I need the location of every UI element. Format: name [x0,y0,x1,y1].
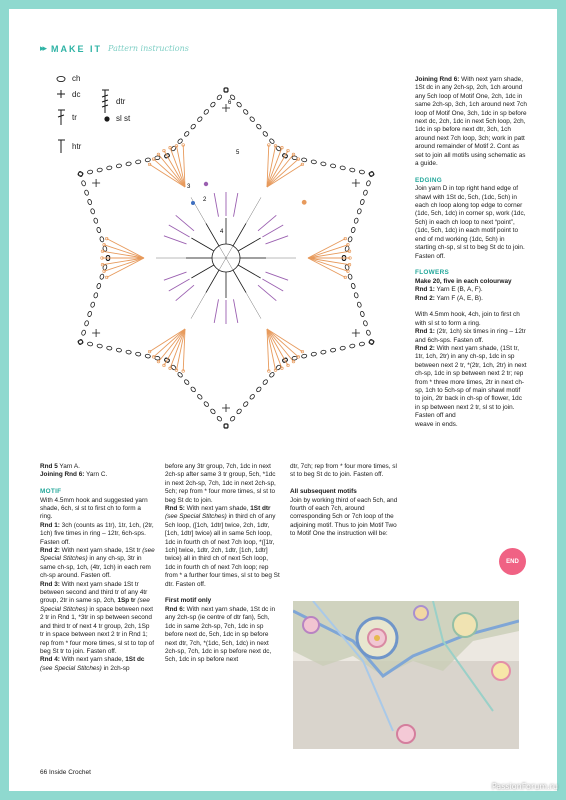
chain-stitch [269,138,275,144]
legend-htr: htr [55,138,81,154]
first-motif-heading: First motif only [165,597,212,605]
chain-stitch [320,162,326,167]
page-number: 66 [40,769,48,776]
chain-stitch [148,350,151,353]
chain-stitch [126,350,132,355]
legend-dtr: dtr [99,88,125,114]
slip-stitch-marker [302,200,307,205]
chain-stitch [262,379,268,385]
chain-stitch [190,386,196,392]
chain-stitch [145,354,151,359]
chain-stitch [116,348,122,353]
tr-stitch [214,193,218,217]
dtr-stitch [267,148,282,187]
flowers-heading: FLOWERS [415,269,450,277]
slip-stitch-marker [191,201,195,205]
spike-stitch [226,258,261,319]
text-column-3: dtr, 7ch; rep from * four more times, sl st to beg St dc to join. Fasten off. All subsequent motifs Join by working third of each 5ch, and fourth of each 7ch, around corresponding 5ch or 7ch loop of the adjoining motif. Thus to join Motif Two to Motif One the instruction will be: [290,463,402,539]
chain-stitch [363,320,368,326]
chain-stitch [243,109,249,115]
dtr-stitch [150,329,185,352]
chain-stitch [135,352,141,357]
chain-stitch [177,372,183,378]
dtr-stitch [267,329,294,362]
tr-stitch [258,285,276,301]
chain-stitch [99,236,104,242]
chain-stitch [152,158,155,161]
dtr-stitch [164,151,185,187]
chain-stitch [97,344,103,349]
chain-stitch [97,168,103,173]
shawl-photo [293,601,519,749]
round-label-4: 4 [220,229,224,235]
chain-stitch [87,342,93,347]
chain-stitch [116,164,122,169]
chain-stitch [297,356,300,359]
chain-stitch [292,153,295,156]
slip-stitch-marker [204,182,208,186]
chain-stitch [351,283,356,289]
chain-stitch [177,138,183,144]
chain-stitch [135,160,141,165]
chain-stitch [126,162,132,167]
dtr-stitch [159,154,186,187]
tr-stitch [214,299,218,323]
text-column-1: Rnd 5 Yarn A. Joining Rnd 6: Yarn C. MOTIF With 4.5mm hook and suggested yarn shade, 6ch, sl st to first ch to form a ring. Rnd 1: 3ch (counts as 1tr), 1tr, 1ch, (2tr, 1ch) five times in ring – 12tr, 6ch-sps. Fasten off. Rnd 2: With next yarn shade, 1St tr (see Special Stitches) in any ch-sp, 3tr in same ch-sp, 1ch, (4tr, 1ch) in each rem ch-sp around. Fasten off. Rnd 3: With next yarn shade 1St tr between second and third tr of any 4tr group, 2tr in same sp, 2ch, 1Sp tr (see Special Stitches) in space between next 2 tr in Rnd 1, *3tr in sp between second and third tr of next 4 tr group, 2ch, 1Sp tr in space between next 2 tr in Rnd 1; rep from * four more times, sl st to top of beg St tr to join. Fasten off. Rnd 4: With next yarn shade, 1St dc (see Special Stitches) in 2ch-sp [40,463,155,672]
chain-stitch [256,123,262,129]
chain-stitch [340,346,346,351]
section-title: MAKE IT [51,43,103,54]
chain-stitch [349,168,355,173]
chain-stitch [93,218,98,224]
chain-stitch [366,180,371,186]
spike-stitch [191,197,226,258]
chain-stitch [96,283,101,289]
chain-stitch [363,190,368,196]
chain-stitch [311,352,317,357]
chain-stitch [145,158,151,163]
chain-stitch [157,360,160,363]
section-subtitle: Pattern instructions [108,44,189,53]
chain-stitch [348,274,353,280]
dtr-stitch [159,329,186,362]
chain-stitch [301,158,307,163]
tr-stitch [169,225,190,237]
chain-stitch [340,166,346,171]
chain-stitch [90,208,95,214]
chain-stitch [223,87,229,93]
chain-stitch [203,109,209,115]
spike-stitch [191,258,226,319]
chain-stitch [287,364,290,367]
chain-stitch [262,131,268,137]
tr-stitch [262,225,283,237]
tr-stitch [266,272,289,280]
chain-stitch [354,218,359,224]
chain-stitch [87,311,92,317]
end-badge: END [499,548,526,575]
round-label-6: 6 [228,100,232,106]
legend-ch: ch [55,74,80,83]
dc-stitch [352,179,360,187]
chain-stitch [348,236,353,242]
dtr-stitch [267,329,302,352]
tr-stitch [262,279,283,291]
round-label-3: 3 [187,184,191,190]
round-label-2: 2 [203,197,207,203]
chain-stitch [81,330,86,336]
dc-stitch [352,329,360,337]
magazine-name: Inside Crochet [49,769,91,776]
dtr-stitch [150,164,185,187]
dtr-stitch [267,164,302,187]
chain-stitch [359,342,365,347]
tr-stitch [191,265,214,278]
tr-stitch [238,238,261,251]
inner-rounds-layer [156,182,307,324]
chain-stitch [157,153,160,156]
dc-stitch [92,329,100,337]
chain-stitch [301,354,307,359]
chain-stitch [210,408,216,414]
chain-stitch [345,264,350,270]
chain-stitch [301,163,304,166]
chain-stitch [87,199,92,205]
chain-stitch [90,302,95,308]
chain-stitch [357,208,362,214]
tr-stitch [234,299,238,323]
chain-stitch [163,149,166,152]
chain-stitch [184,131,190,137]
chain-stitch [311,160,317,165]
tr-stitch [258,215,276,231]
tr-stitch [164,236,187,244]
chain-stitch [223,423,229,429]
chain-stitch [330,348,336,353]
chain-stitch [256,386,262,392]
chain-stitch [87,170,93,175]
spike-stitch [226,197,261,258]
chain-stitch [320,350,326,355]
chain-stitch [106,346,112,351]
chain-stitch [243,401,249,407]
chain-stitch [216,416,222,422]
chain-stitch [190,123,196,129]
dtr-stitch [267,151,288,187]
tr-stitch [169,279,190,291]
text-column-2: before any 3tr group, 7ch, 1dc in next 2ch-sp after same 3 tr group, 5ch, *1dc in next 2ch-sp, 7ch, 1dc in next 2ch-sp, 5ch; rep from * four more times, sl st to beg St dc to join. Rnd 5: With next yarn shade, 1St dtr (see Special Stitches) in third ch of any 5ch loop, ([1ch, 1dtr] twice, 2ch, 1dtr, [1ch, 1dtr] twice) all in same 5ch loop, 1dc in fourth ch of next 7ch loop, *([1tr, 1ch] twice, 1dtr, 2ch, 1dtr, [1ch, 1dtr] twice) all in third ch of next 5ch loop, 1dc in fourth ch of next 7ch loop; rep from * a further four times, sl st to beg St dtr. Fasten off. First motif only Rnd 6: With next yarn shade, 1St dc in any 2ch-sp (ie centre of dtr fan), 5ch, 1dc in same 2ch-sp, 7ch, 1dc in sp before next dc, 5ch, 1dc in sp before next dtr, 7ch, *(1dc, 5ch, 1dc) in next 2ch-sp, 7ch, 1dc in sp before next dc, 5ch, 1dc in sp before next [165,463,280,664]
chain-stitch [102,264,107,270]
chain-stitch [84,320,89,326]
chain-stitch [249,394,255,400]
chain-stitch [184,379,190,385]
legend-tr: tr [55,108,77,126]
chain-stitch [230,416,236,422]
chain-stitch [152,356,155,359]
dtr-stitch [164,329,185,365]
legend-dc: dc [55,89,80,99]
chain-stitch [106,166,112,171]
chain-stitch [269,372,275,378]
chain-stitch [99,274,104,280]
chain-stitch [84,190,89,196]
chain-stitch [197,116,203,122]
chain-stitch [197,394,203,400]
tr-stitch [191,238,214,251]
tr-stitch [238,265,261,278]
watermark: PassionForum.ru [491,782,558,791]
tr-stitch [176,285,194,301]
crochet-motif-chart [40,70,412,448]
tr-stitch [176,215,194,231]
chain-stitch [236,408,242,414]
legend-slst: sl st [103,114,130,123]
dtr-stitch [267,329,282,368]
chain-stitch [297,158,300,161]
page-footer [40,769,91,776]
chain-stitch [345,246,350,252]
chain-stitch [216,94,222,100]
chain-stitch [249,116,255,122]
text-column-4: Joining Rnd 6: With next yarn shade, 1St dc in any 2ch-sp, 2ch, 1ch around any 5ch loop of Motif One, 2ch, 1dc in same 2ch-sp, 3ch, 1ch around next 7ch loop of Motif One, 3ch, 1dc in sp before next dc, 2ch, 1dc in next 5ch loop, 2ch, 1dc in sp before next dtr, 3ch, 1ch around next 7ch loop, 3ch; work in patt around remainder of Motif 2. Cont as set to join all motifs using schematic as a guide. EDGING Join yarn D in top right hand edge of shawl with 1St dc, 5ch, (1dc, 5ch) in each ch loop along top edge to corner (1dc, 5ch, 1dc) in corner sp, work (1dc, 5ch) in each ch loop to next “point”, (1dc, 5ch, 1dc) in each motif point to end of rnd working (1dc, 5ch) in starting ch-sp, sl st to beg St dc to join. Fasten off. FLOWERS Make 20, five in each colourway Rnd 1: Yarn E (B, A, F). Rnd 2: Yarn F (A, E, B). With 4.5mm hook, 4ch, join to first ch with sl st to form a ring. Rnd 1: (2tr, 1ch) six times in ring – 12tr and 6ch-sps. Fasten off. Rnd 2: With next yarn shade, (1St tr, 1tr, 1ch, 2tr) in any ch-sp, 1dc in sp between next 2 tr, *(2tr, 1ch, 2tr) in next ch-sp, 1dc in sp between next 2 tr; rep from * three more times, 2tr in next ch-sp, 1ch to 5ch-sp of main shawl motif to join, 2tr back in ch-sp of flower, 1dc in sp between next 2 tr, sl st to join. Fasten off and weave in ends. [415,76,527,428]
chain-stitch [96,227,101,233]
dtr-stitch [267,329,288,365]
dtr-stitch [170,148,185,187]
chain-stitch [102,246,107,252]
dtr-stitch [267,154,294,187]
chain-stitch [351,227,356,233]
chain-stitch [366,330,371,336]
chain-stitch [210,101,216,107]
chain-stitch [354,292,359,298]
chain-stitch [148,163,151,166]
chain-stitch [93,292,98,298]
chain-stitch [360,311,365,317]
dc-stitch [92,179,100,187]
double-arrow-icon: ▸▸ [40,43,46,53]
chain-stitch [360,199,365,205]
tr-stitch [266,236,289,244]
crochet-shawl-image [293,601,519,749]
chain-stitch [163,364,166,367]
chain-stitch [292,360,295,363]
chain-stitch [203,401,209,407]
tr-stitch [164,272,187,280]
edging-heading: EDGING [415,176,443,184]
chain-stitch [301,350,304,353]
dtr-stitch [170,329,185,368]
chain-stitch [349,344,355,349]
chain-stitch [357,302,362,308]
motif-heading: MOTIF [40,488,62,496]
section-header [40,43,189,54]
tr-stitch [234,193,238,217]
chain-stitch [81,180,86,186]
chain-stitch [287,149,290,152]
chain-stitch [236,101,242,107]
chain-stitch [359,170,365,175]
subsequent-motifs-heading: All subsequent motifs [290,488,357,496]
dc-stitch [222,404,230,412]
round-label-5: 5 [236,150,240,156]
chain-stitch [330,164,336,169]
